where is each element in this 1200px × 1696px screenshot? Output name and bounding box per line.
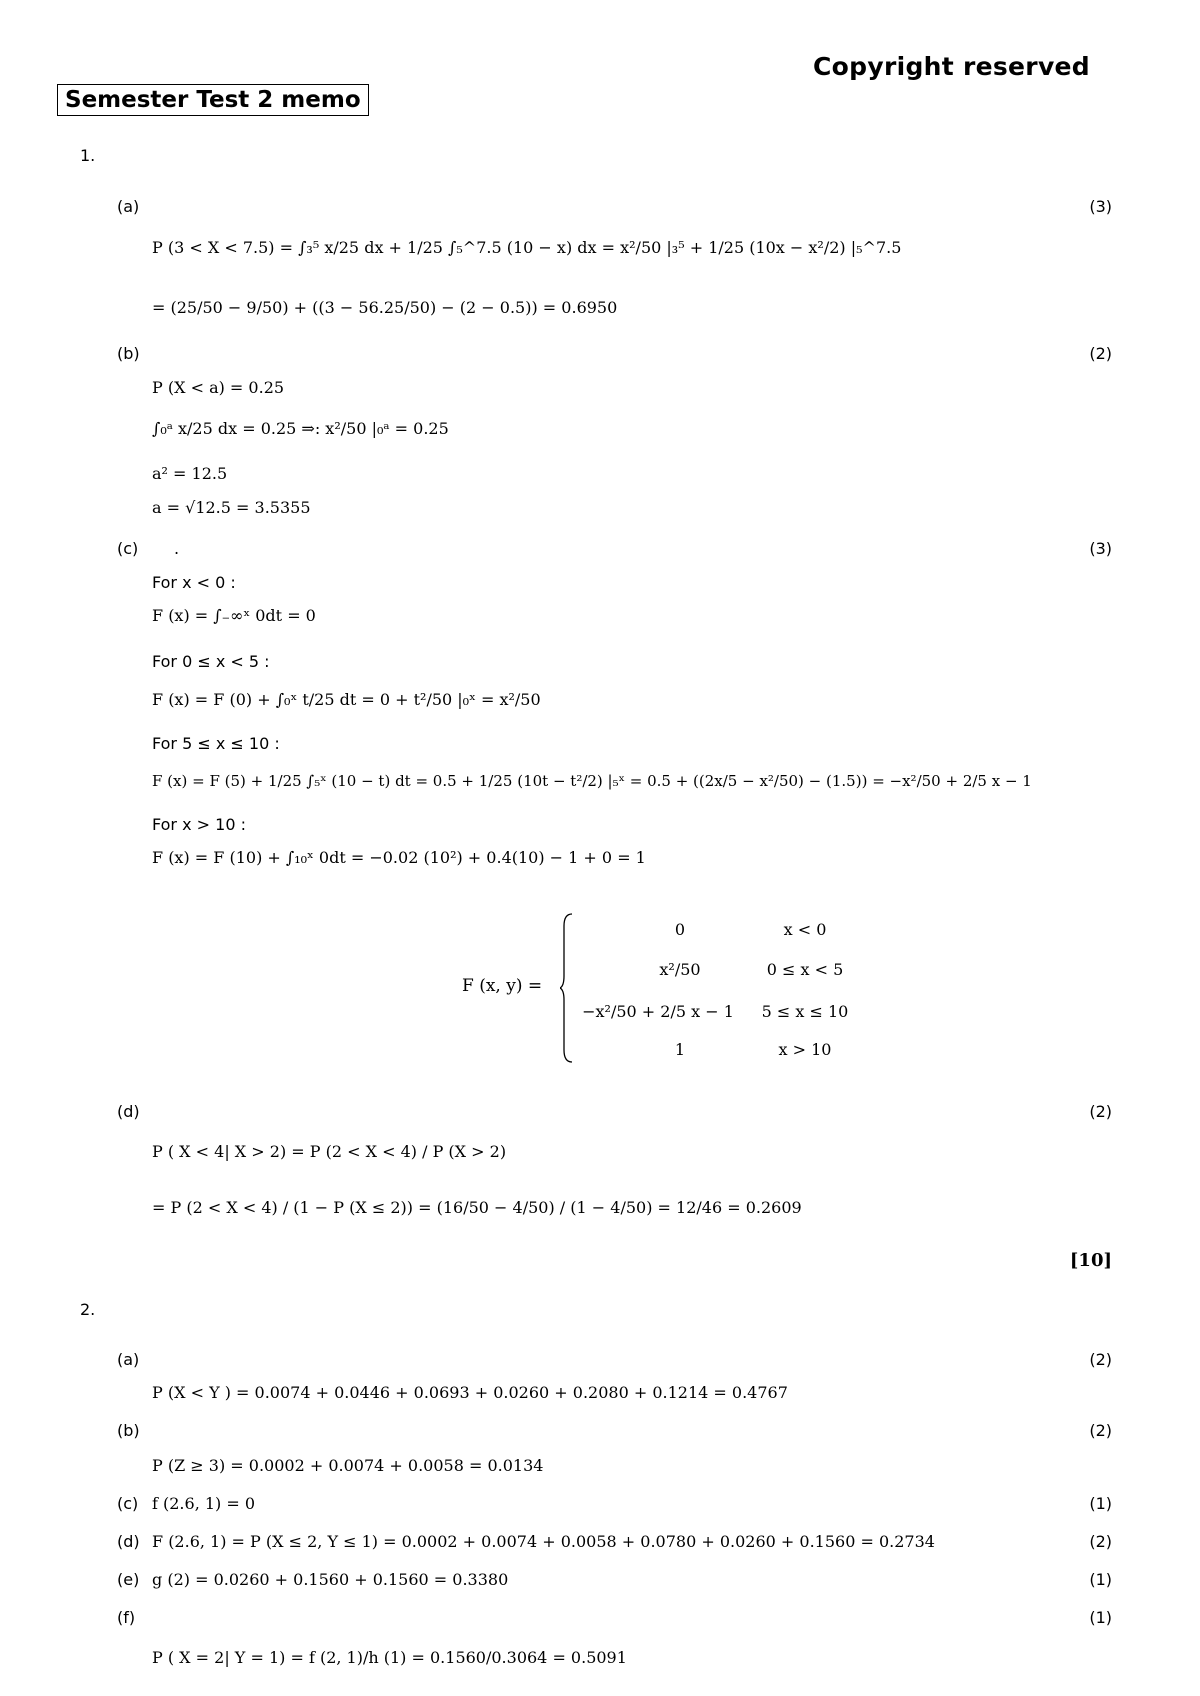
q1-total-marks: [10]: [1069, 1250, 1112, 1271]
q2f-label: (f): [117, 1608, 136, 1627]
piecewise-condition-3: 5 ≤ x ≤ 10: [761, 1002, 849, 1021]
q2e-label: (e): [117, 1570, 140, 1589]
page-title: Semester Test 2 memo: [57, 84, 369, 116]
q2b-equation: P (Z ≥ 3) = 0.0002 + 0.0074 + 0.0058 = 0.0134: [152, 1456, 544, 1475]
q1c-case4-text: For x > 10 :: [152, 815, 246, 834]
q2e-equation: g (2) = 0.0260 + 0.1560 + 0.1560 = 0.3380: [152, 1570, 509, 1589]
q2a-equation: P (X < Y ) = 0.0074 + 0.0446 + 0.0693 + 0.0260 + 0.2080 + 0.1214 = 0.4767: [152, 1383, 788, 1402]
q1d-label: (d): [117, 1102, 140, 1121]
q1a-label: (a): [117, 197, 140, 216]
piecewise-value-3: −x²/50 + 2/5 x − 1: [582, 1002, 734, 1021]
left-brace-icon: [560, 912, 574, 1064]
q1b-equation-line2: ∫₀ᵃ x/25 dx = 0.25 ⇒: x²/50 |₀ᵃ = 0.25: [152, 419, 449, 438]
q1c-label: (c): [117, 539, 139, 558]
piecewise-condition-1: x < 0: [783, 920, 827, 939]
q1c-piecewise-function: [0, 910, 1200, 1070]
copyright-notice: Copyright reserved: [813, 52, 1090, 81]
question-1-number: 1.: [80, 146, 96, 165]
q1b-marks: (2): [1089, 344, 1112, 363]
q1d-equation-line1: P ( X < 4| X > 2) = P (2 < X < 4) / P (X > 2): [152, 1142, 507, 1161]
q1a-equation-line1: P (3 < X < 7.5) = ∫₃⁵ x/25 dx + 1/25 ∫₅^7.5 (10 − x) dx = x²/50 |₃⁵ + 1/25 (10x − x²/2) |₅^7.5: [152, 238, 902, 257]
q1d-marks: (2): [1089, 1102, 1112, 1121]
piecewise-value-4: 1: [674, 1040, 686, 1059]
q2f-equation: P ( X = 2| Y = 1) = f (2, 1)/h (1) = 0.1560/0.3064 = 0.5091: [152, 1648, 627, 1667]
q1c-case3-text: For 5 ≤ x ≤ 10 :: [152, 734, 280, 753]
q1c-case1-text: For x < 0 :: [152, 573, 236, 592]
q1c-dot: .: [174, 539, 180, 558]
q1d-equation-line2: = P (2 < X < 4) / (1 − P (X ≤ 2)) = (16/50 − 4/50) / (1 − 4/50) = 12/46 = 0.2609: [152, 1198, 802, 1217]
q1c-case2-text: For 0 ≤ x < 5 :: [152, 652, 270, 671]
piecewise-condition-2: 0 ≤ x < 5: [766, 960, 844, 979]
q1b-label: (b): [117, 344, 140, 363]
piecewise-value-2: x²/50: [659, 960, 701, 979]
q1c-marks: (3): [1089, 539, 1112, 558]
q2d-equation: F (2.6, 1) = P (X ≤ 2, Y ≤ 1) = 0.0002 + 0.0074 + 0.0058 + 0.0780 + 0.0260 + 0.1560 = 0.2734: [152, 1532, 935, 1551]
q1c-case2-equation: F (x) = F (0) + ∫₀ˣ t/25 dt = 0 + t²/50 |₀ˣ = x²/50: [152, 690, 541, 709]
q2c-label: (c): [117, 1494, 139, 1513]
q2c-equation: f (2.6, 1) = 0: [152, 1494, 256, 1513]
q2a-label: (a): [117, 1350, 140, 1369]
q2d-marks: (2): [1089, 1532, 1112, 1551]
q2c-marks: (1): [1089, 1494, 1112, 1513]
q1c-case3-equation: F (x) = F (5) + 1/25 ∫₅ˣ (10 − t) dt = 0.5 + 1/25 (10t − t²/2) |₅ˣ = 0.5 + ((2x/5 − x²/50) − (1.5)) = −x²/50 + 2/5 x − 1: [152, 772, 1032, 790]
q2a-marks: (2): [1089, 1350, 1112, 1369]
q1a-equation-line2: = (25/50 − 9/50) + ((3 − 56.25/50) − (2 − 0.5)) = 0.6950: [152, 298, 618, 317]
q1b-equation-line4: a = √12.5 = 3.5355: [152, 498, 311, 517]
q1b-equation-line1: P (X < a) = 0.25: [152, 378, 285, 397]
piecewise-lhs: F (x, y) =: [462, 976, 543, 996]
piecewise-condition-4: x > 10: [778, 1040, 832, 1059]
q2f-marks: (1): [1089, 1608, 1112, 1627]
question-2-number: 2.: [80, 1300, 96, 1319]
q2b-marks: (2): [1089, 1421, 1112, 1440]
q2b-label: (b): [117, 1421, 140, 1440]
q1a-marks: (3): [1089, 197, 1112, 216]
q2d-label: (d): [117, 1532, 140, 1551]
q1c-case4-equation: F (x) = F (10) + ∫₁₀ˣ 0dt = −0.02 (10²) + 0.4(10) − 1 + 0 = 1: [152, 848, 646, 867]
piecewise-value-1: 0: [674, 920, 686, 939]
q2e-marks: (1): [1089, 1570, 1112, 1589]
q1c-case1-equation: F (x) = ∫₋∞ˣ 0dt = 0: [152, 606, 316, 625]
q1b-equation-line3: a² = 12.5: [152, 464, 228, 483]
